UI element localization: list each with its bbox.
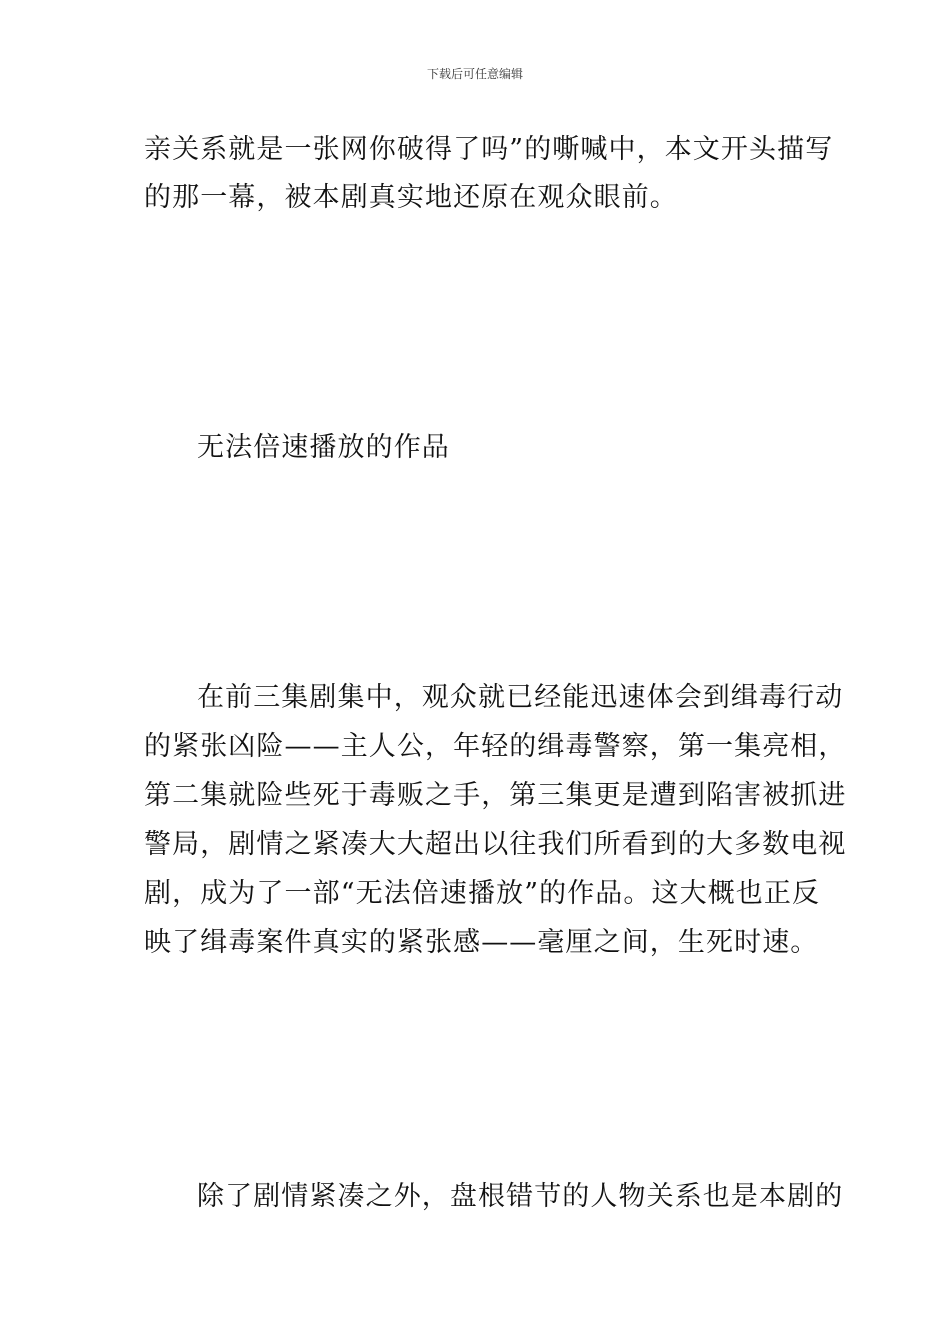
paragraph-line: 亲关系就是一张网你破得了吗”的嘶喊中，本文开头描写 <box>144 134 834 165</box>
paragraph-line: 映了缉毒案件真实的紧张感——毫厘之间，生死时速。 <box>144 927 819 958</box>
paragraph-line: 除了剧情紧凑之外，盘根错节的人物关系也是本剧的 <box>197 1181 844 1212</box>
page-header: 下载后可任意编辑 <box>426 67 523 81</box>
paragraph-line: 警局，剧情之紧凑大大超出以往我们所看到的大多数电视 <box>144 829 847 860</box>
paragraph-line: 剧，成为了一部“无法倍速播放”的作品。这大概也正反 <box>144 878 821 909</box>
section-heading: 无法倍速播放的作品 <box>197 432 450 463</box>
paragraph-line: 的那一幕，被本剧真实地还原在观众眼前。 <box>144 182 678 213</box>
paragraph-line: 在前三集剧集中，观众就已经能迅速体会到缉毒行动 <box>197 682 844 713</box>
paragraph-line: 的紧张凶险——主人公，年轻的缉毒警察，第一集亮相， <box>144 731 847 762</box>
paragraph-line: 第二集就险些死于毒贩之手，第三集更是遭到陷害被抓进 <box>144 780 847 811</box>
